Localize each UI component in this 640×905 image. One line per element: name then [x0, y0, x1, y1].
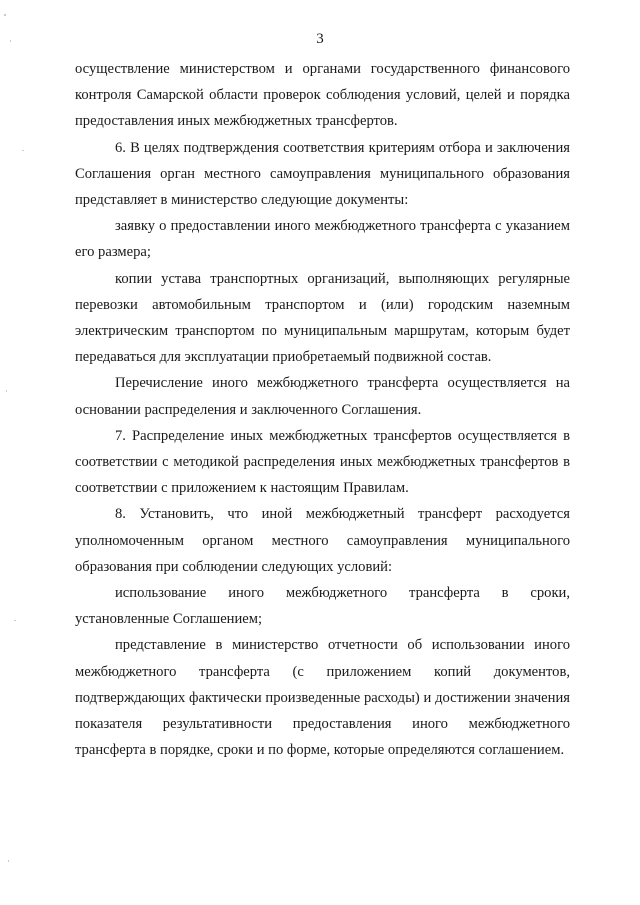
paragraph: 7. Распределение иных межбюджетных трансфертов осуществляется в соответствии с методикой распределения иных межбюджетных трансфертов в соответствии с приложением к настоящим Правилам. [75, 427, 570, 497]
scan-speck [8, 860, 9, 862]
paragraph: заявку о предоставлении иного межбюджетного трансферта с указанием его размера; [75, 218, 570, 261]
body-text [75, 56, 570, 763]
scan-speck [14, 620, 16, 621]
scan-speck [22, 150, 24, 151]
paragraph: использование иного межбюджетного трансферта в сроки, установленные Соглашением; [75, 585, 570, 628]
paragraph: 8. Установить, что иной межбюджетный трансферт расходуется уполномоченным органом местного самоуправления муниципального образования при соблюдении следующих условий: [75, 506, 570, 575]
paragraph: представление в министерство отчетности об использовании иного межбюджетного трансферта (с приложением копий документов, подтверждающих фактически произведенные расходы) и достижении значения показателя результативности предоставления иного межбюджетного трансферта в порядке, сроки и по форме, которые определяются соглашением. [75, 637, 570, 759]
paragraph: копии устава транспортных организаций, выполняющих регулярные перевозки автомобильным транспортом и (или) городским наземным электрическим транспортом по муниципальным маршрутам, которым будет передаваться для эксплуатации приобретаемый подвижной состав. [75, 270, 570, 366]
page-number: 3 [316, 31, 324, 47]
paragraph: Перечисление иного межбюджетного трансферта осуществляется на основании распределения и заключенного Соглашения. [75, 375, 570, 418]
paragraph: осуществление министерством и органами государственного финансового контроля Самарской области проверок соблюдения условий, целей и порядка предоставления иных межбюджетных трансфертов. [75, 61, 570, 130]
scan-speck [4, 14, 6, 16]
paragraph: 6. В целях подтверждения соответствия критериям отбора и заключения Соглашения орган местного самоуправления муниципального образования представляет в министерство следующие документы: [75, 139, 570, 209]
scan-speck [6, 390, 7, 392]
